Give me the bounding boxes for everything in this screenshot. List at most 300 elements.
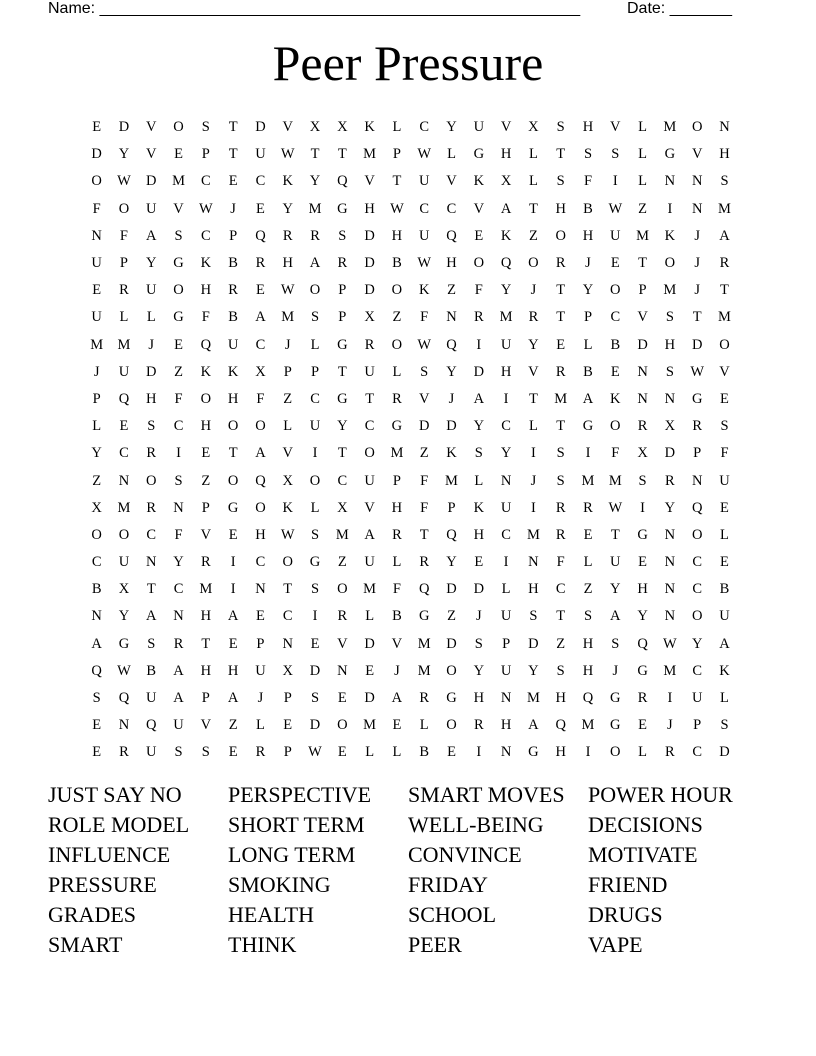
grid-letter: C (555, 581, 566, 598)
grid-letter: G (473, 146, 485, 163)
grid-letter: X (500, 173, 512, 190)
grid-letter: Y (282, 200, 293, 217)
grid-letter: C (501, 526, 511, 543)
grid-letter: E (256, 282, 265, 299)
grid-letter: U (500, 499, 512, 516)
grid-letter: R (555, 526, 566, 543)
grid-letter: A (227, 608, 239, 625)
grid-letter: G (664, 146, 676, 163)
word-search-grid (83, 114, 740, 767)
grid-letter: H (200, 608, 212, 625)
grid-letter: G (610, 717, 621, 734)
grid-letter: Q (118, 690, 130, 707)
grid-letter: T (556, 608, 566, 625)
grid-letter: R (637, 418, 648, 435)
grid-letter: B (719, 581, 730, 598)
grid-letter: N (637, 363, 648, 380)
grid-letter: N (118, 472, 130, 489)
grid-letter: Q (418, 581, 430, 598)
grid-letter: L (720, 690, 729, 707)
grid-letter: H (582, 662, 594, 679)
grid-row (83, 141, 740, 168)
grid-row (83, 277, 740, 304)
grid-letter: Y (118, 146, 130, 163)
grid-letter: Z (174, 363, 183, 380)
grid-letter: R (119, 744, 129, 761)
grid-letter: E (92, 282, 102, 299)
grid-letter: L (638, 173, 648, 190)
grid-letter: S (174, 472, 183, 489)
grid-letter: J (148, 336, 155, 353)
grid-letter: I (230, 554, 236, 571)
grid-letter: F (420, 309, 429, 326)
grid-letter: X (637, 445, 648, 462)
grid-row (83, 495, 740, 522)
grid-letter: O (118, 200, 130, 217)
grid-letter: I (476, 744, 482, 761)
grid-letter: C (692, 662, 703, 679)
grid-letter: H (555, 690, 566, 707)
grid-letter: D (446, 635, 457, 652)
grid-letter: C (310, 390, 320, 407)
grid-letter: D (309, 717, 321, 734)
grid-letter: C (337, 472, 348, 489)
grid-letter: J (530, 472, 537, 489)
grid-letter: I (585, 445, 591, 462)
grid-letter: H (282, 255, 293, 272)
grid-letter: P (283, 744, 292, 761)
grid-letter: H (719, 146, 730, 163)
grid-letter: U (118, 363, 130, 380)
grid-letter: Q (255, 472, 266, 489)
grid-letter: K (473, 173, 485, 190)
grid-letter: A (473, 390, 485, 407)
grid-letter: U (173, 717, 184, 734)
grid-letter: B (583, 363, 593, 380)
grid-letter: K (500, 227, 512, 244)
grid-letter: M (363, 717, 377, 734)
grid-letter: O (227, 472, 239, 489)
grid-letter: H (364, 200, 375, 217)
grid-letter: Y (500, 445, 512, 462)
grid-letter: L (283, 418, 293, 435)
grid-letter: E (337, 690, 347, 707)
grid-letter: F (201, 309, 210, 326)
grid-letter: V (473, 200, 485, 217)
grid-letter: O (337, 717, 348, 734)
grid-letter: P (201, 690, 210, 707)
grid-letter: S (665, 363, 674, 380)
grid-letter: O (118, 526, 130, 543)
grid-letter: D (664, 445, 676, 462)
grid-letter: E (92, 119, 102, 136)
grid-letter: T (310, 146, 320, 163)
grid-letter: X (255, 363, 266, 380)
grid-letter: N (446, 309, 457, 326)
grid-letter: D (146, 173, 157, 190)
grid-letter: Z (392, 309, 402, 326)
grid-letter: I (640, 499, 645, 516)
word-list-item: SHORT TERM (228, 812, 365, 837)
grid-letter: G (446, 690, 457, 707)
grid-letter: W (390, 200, 404, 217)
grid-letter: E (174, 146, 183, 163)
grid-letter: D (719, 744, 730, 761)
grid-letter: R (419, 690, 430, 707)
grid-letter: V (200, 526, 212, 543)
grid-letter: K (473, 499, 485, 516)
word-list-item: THINK (228, 932, 297, 957)
grid-row (83, 332, 740, 359)
grid-letter: T (610, 526, 620, 543)
grid-letter: R (337, 255, 348, 272)
grid-letter: S (529, 608, 538, 625)
grid-letter: D (255, 119, 266, 136)
grid-letter: L (392, 744, 402, 761)
grid-letter: O (391, 282, 403, 299)
grid-letter: E (228, 744, 238, 761)
grid-letter: S (556, 173, 565, 190)
grid-letter: C (255, 336, 266, 353)
grid-letter: P (693, 445, 702, 462)
grid-letter: C (255, 554, 266, 571)
grid-letter: S (611, 635, 620, 652)
grid-letter: S (556, 445, 565, 462)
grid-letter: Z (419, 445, 429, 462)
grid-letter: Q (555, 717, 566, 734)
grid-letter: S (310, 581, 320, 598)
grid-letter: R (637, 690, 648, 707)
grid-letter: H (146, 390, 157, 407)
grid-letter: O (91, 526, 102, 543)
grid-letter: M (581, 472, 595, 489)
grid-letter: R (692, 418, 703, 435)
grid-letter: M (663, 119, 677, 136)
grid-letter: Z (283, 390, 293, 407)
grid-letter: G (309, 554, 321, 571)
grid-letter: O (610, 282, 621, 299)
grid-letter: C (173, 581, 184, 598)
grid-letter: D (364, 690, 375, 707)
grid-letter: A (719, 635, 730, 652)
grid-letter: K (282, 499, 293, 516)
grid-letter: U (500, 336, 512, 353)
grid-letter: E (720, 554, 729, 571)
grid-letter: M (663, 282, 677, 299)
grid-row (83, 359, 740, 386)
grid-row (83, 168, 740, 195)
grid-letter: Y (664, 499, 676, 516)
grid-letter: X (309, 119, 321, 136)
grid-letter: N (664, 581, 676, 598)
grid-letter: M (636, 227, 650, 244)
word-list-item: SCHOOL (408, 902, 497, 927)
grid-letter: U (146, 200, 157, 217)
grid-letter: M (117, 499, 131, 516)
grid-letter: P (92, 390, 101, 407)
grid-letter: J (475, 608, 482, 625)
grid-letter: R (173, 635, 184, 652)
grid-letter: M (417, 635, 431, 652)
grid-letter: I (503, 554, 509, 571)
grid-letter: L (310, 499, 320, 516)
grid-letter: N (691, 173, 703, 190)
grid-letter: B (228, 255, 238, 272)
grid-letter: I (503, 390, 509, 407)
grid-row (83, 603, 740, 630)
grid-letter: I (667, 690, 673, 707)
grid-letter: W (417, 255, 432, 272)
grid-letter: M (417, 662, 431, 679)
grid-letter: G (173, 255, 184, 272)
grid-letter: O (91, 173, 102, 190)
grid-letter: N (664, 554, 676, 571)
word-list-item: VAPE (588, 932, 643, 957)
grid-letter: S (310, 309, 320, 326)
grid-letter: H (227, 390, 239, 407)
grid-letter: P (119, 255, 128, 272)
grid-row (83, 114, 740, 141)
grid-letter: Z (92, 472, 102, 489)
grid-letter: P (447, 499, 456, 516)
grid-letter: O (391, 336, 403, 353)
grid-letter: S (583, 146, 593, 163)
grid-letter: C (146, 526, 157, 543)
grid-letter: E (228, 635, 238, 652)
grid-letter: N (637, 390, 648, 407)
grid-letter: G (337, 336, 348, 353)
grid-letter: A (500, 200, 512, 217)
grid-letter: R (310, 227, 320, 244)
grid-letter: O (227, 418, 239, 435)
word-list-item: DECISIONS (588, 812, 703, 837)
grid-letter: Y (691, 635, 703, 652)
grid-letter: L (720, 526, 729, 543)
grid-letter: P (392, 146, 401, 163)
grid-letter: H (200, 282, 212, 299)
grid-letter: W (117, 173, 131, 190)
grid-letter: O (528, 255, 539, 272)
grid-letter: Y (91, 445, 102, 462)
grid-letter: L (256, 717, 265, 734)
grid-letter: T (283, 581, 293, 598)
grid-letter: L (447, 146, 456, 163)
grid-letter: D (473, 581, 485, 598)
grid-letter: H (200, 662, 212, 679)
grid-letter: R (473, 717, 484, 734)
word-list-item: JUST SAY NO (48, 782, 182, 807)
grid-letter: P (693, 717, 702, 734)
grid-letter: W (663, 635, 677, 652)
grid-letter: R (146, 499, 157, 516)
grid-letter: D (364, 635, 375, 652)
grid-letter: M (335, 526, 349, 543)
grid-letter: P (229, 227, 238, 244)
grid-letter: N (664, 608, 676, 625)
word-list-item: GRADES (48, 902, 137, 927)
grid-letter: P (638, 282, 647, 299)
grid-letter: A (255, 309, 266, 326)
grid-letter: E (119, 418, 129, 435)
grid-letter: O (200, 390, 212, 407)
grid-letter: K (200, 255, 212, 272)
grid-letter: L (474, 472, 484, 489)
grid-letter: V (146, 146, 157, 163)
grid-letter: O (446, 717, 457, 734)
grid-letter: G (227, 499, 239, 516)
grid-letter: Q (91, 662, 102, 679)
grid-letter: U (227, 336, 239, 353)
grid-letter: M (308, 200, 322, 217)
grid-letter: X (282, 472, 293, 489)
grid-letter: T (638, 255, 648, 272)
grid-letter: S (338, 227, 347, 244)
grid-letter: W (198, 200, 213, 217)
grid-letter: Z (447, 608, 456, 625)
grid-letter: L (146, 309, 156, 326)
grid-letter: F (556, 554, 565, 571)
grid-letter: F (392, 581, 401, 598)
grid-letter: O (610, 418, 621, 435)
grid-letter: V (200, 717, 212, 734)
grid-letter: U (473, 119, 485, 136)
grid-letter: J (448, 390, 455, 407)
grid-letter: C (610, 309, 621, 326)
grid-row (83, 739, 740, 766)
grid-letter: L (392, 363, 402, 380)
grid-letter: H (582, 227, 594, 244)
word-list-item: FRIEND (588, 872, 668, 897)
grid-letter: N (528, 554, 539, 571)
grid-letter: Z (201, 472, 211, 489)
grid-letter: N (173, 608, 184, 625)
grid-letter: Q (446, 336, 457, 353)
grid-letter: U (91, 309, 102, 326)
grid-row (83, 631, 740, 658)
grid-letter: N (255, 581, 266, 598)
grid-letter: T (365, 390, 375, 407)
grid-letter: N (173, 499, 184, 516)
grid-letter: A (391, 690, 403, 707)
grid-row (83, 658, 740, 685)
grid-letter: Z (447, 282, 456, 299)
grid-letter: E (92, 717, 102, 734)
grid-letter: L (365, 744, 375, 761)
grid-letter: O (309, 472, 321, 489)
grid-row (83, 223, 740, 250)
grid-row (83, 467, 740, 494)
grid-letter: E (228, 526, 238, 543)
grid-letter: W (280, 282, 295, 299)
grid-letter: Q (582, 690, 594, 707)
grid-letter: V (173, 200, 184, 217)
grid-letter: U (418, 173, 430, 190)
grid-row (83, 386, 740, 413)
grid-letter: V (391, 635, 403, 652)
grid-letter: R (282, 227, 293, 244)
grid-letter: U (364, 363, 375, 380)
grid-letter: B (583, 200, 593, 217)
grid-letter: S (720, 717, 729, 734)
grid-letter: U (364, 472, 375, 489)
grid-letter: Y (500, 282, 512, 299)
word-list-item: PEER (408, 932, 462, 957)
grid-letter: K (446, 445, 457, 462)
grid-letter: Z (528, 227, 538, 244)
grid-letter: G (637, 526, 648, 543)
grid-letter: V (691, 146, 703, 163)
grid-letter: Q (446, 526, 457, 543)
grid-letter: O (610, 744, 621, 761)
grid-letter: E (201, 445, 211, 462)
grid-letter: L (419, 717, 429, 734)
grid-letter: T (556, 418, 566, 435)
page-title: Peer Pressure (272, 35, 544, 91)
grid-letter: C (282, 608, 293, 625)
grid-letter: E (392, 717, 402, 734)
grid-letter: L (528, 418, 538, 435)
grid-row (83, 685, 740, 712)
grid-row (83, 250, 740, 277)
grid-letter: S (310, 526, 320, 543)
grid-letter: U (364, 554, 375, 571)
grid-letter: Y (446, 554, 457, 571)
grid-letter: E (256, 200, 265, 217)
grid-letter: S (201, 119, 210, 136)
word-list-item: DRUGS (588, 902, 663, 927)
word-list-item: LONG TERM (228, 842, 356, 867)
grid-letter: R (255, 744, 266, 761)
grid-letter: C (119, 445, 129, 462)
grid-letter: W (280, 526, 295, 543)
grid-letter: W (690, 363, 705, 380)
grid-row (83, 440, 740, 467)
grid-letter: L (392, 119, 402, 136)
grid-letter: R (255, 255, 266, 272)
grid-letter: H (500, 363, 512, 380)
grid-letter: W (417, 146, 432, 163)
grid-letter: A (227, 690, 239, 707)
grid-letter: C (201, 173, 211, 190)
grid-letter: X (118, 581, 130, 598)
grid-letter: L (392, 554, 402, 571)
name-field-label: Name: ______________________________________________________ (48, 0, 581, 17)
grid-letter: L (583, 554, 593, 571)
word-list-item: WELL-BEING (408, 812, 544, 837)
grid-letter: A (173, 690, 184, 707)
grid-letter: N (500, 690, 512, 707)
grid-letter: O (255, 499, 266, 516)
grid-letter: G (418, 608, 430, 625)
grid-letter: N (719, 119, 730, 136)
grid-letter: Z (583, 581, 593, 598)
grid-letter: Q (637, 635, 648, 652)
grid-letter: P (256, 635, 265, 652)
grid-letter: T (419, 526, 429, 543)
grid-letter: Y (309, 173, 321, 190)
grid-letter: M (445, 472, 458, 489)
grid-letter: H (555, 200, 566, 217)
grid-letter: P (283, 363, 292, 380)
grid-letter: U (146, 690, 157, 707)
grid-letter: S (720, 173, 729, 190)
grid-letter: W (608, 200, 623, 217)
grid-letter: U (146, 744, 157, 761)
grid-letter: Y (146, 255, 157, 272)
grid-letter: W (308, 744, 322, 761)
grid-letter: E (337, 744, 347, 761)
grid-letter: F (420, 499, 429, 516)
